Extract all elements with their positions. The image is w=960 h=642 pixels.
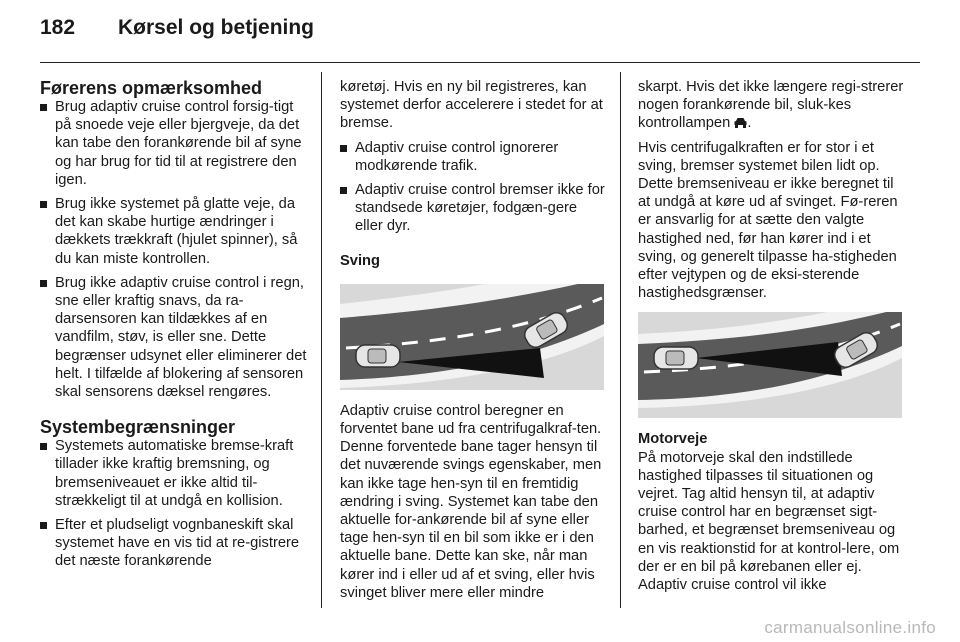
list-item: Brug adaptiv cruise control forsig-tigt på snoede veje eller bjergveje, da det kan tabe den forankørende bil af syne og har brug for tid til at registrere den igen. — [40, 98, 312, 189]
indicator-paragraph: skarpt. Hvis det ikke længere regi-strerer nogen forankørende bil, sluk-kes kontrollampen . — [638, 79, 904, 132]
bullet-list-ignore — [340, 139, 606, 236]
column-3 — [638, 78, 904, 600]
section-heading-driver-attention: Førerens opmærksomhed — [40, 78, 263, 98]
header-divider — [40, 62, 920, 63]
list-item: Brug ikke adaptiv cruise control i regn, sne eller kraftig snavs, da ra-darsensoren kan tildækkes af en vandfilm, støv, is eller sne. Dette begrænser udsynet eller eliminerer det helt. I tilfælde af blokering af sensoren skal sensorens dæksel rengøres. — [40, 274, 312, 401]
curve-illustration — [340, 284, 604, 390]
motorway-paragraph: På motorveje skal den indstillede hastighed tilpasses til situationen og vejret. Tag altid hensyn til, at adaptiv cruise control har en begrænset sigt-barhed, et begrænset bremseniveau og en vis reaktionstid for at kontrol-lere, om der er en bil på kørebanen eller ej. Adaptiv cruise control vil ikke — [638, 449, 900, 594]
bullet-list-attention — [40, 98, 312, 401]
list-item: Adaptiv cruise control bremser ikke for standsede køretøjer, fodgæn-gere eller dyr. — [340, 181, 606, 236]
list-item: Brug ikke systemet på glatte veje, da det kan skabe hurtige ændringer i dækkets trækkraft (hjulet spinner), så du kan miste kontrollen. — [40, 195, 312, 268]
subheading-motorways: Motorveje — [638, 431, 708, 448]
curve-paragraph: Adaptiv cruise control beregner en forventet bane ud fra centrifugalkraf-ten. Denne forventede bane tager hensyn til det nuværende svings egenskaber, men kan ikke tage hen-syn til en fremtidig ændring i sving. Systemet kan tabe den aktuelle for-ankørende bil af syne eller tage hen-syn til en bil som ikke er i den aktuelle bane. Dette kan ske, når man kører ind i eller ud af et sving, eller hvis svinget bliver mere eller mindre — [340, 402, 602, 601]
column-2 — [340, 78, 606, 608]
car-indicator-icon — [734, 115, 747, 126]
column-1 — [40, 78, 312, 577]
section-heading-system-limits: Systembegrænsninger — [40, 417, 236, 438]
page-header — [40, 16, 314, 50]
bullet-list-limits — [40, 437, 312, 570]
page-number: 182 — [40, 16, 76, 39]
list-item: Efter et pludseligt vognbaneskift skal systemet have en vis tid at re-gistrere det næste forankørende — [40, 516, 312, 571]
continued-paragraph: køretøj. Hvis en ny bil registreres, kan systemet derfor accelerere i stedet for at bremse. — [340, 79, 603, 132]
column-divider-1 — [321, 72, 322, 608]
column-divider-2 — [620, 72, 621, 608]
list-item: Adaptiv cruise control ignorerer modkørende trafik. — [340, 139, 606, 175]
centrifugal-paragraph: Hvis centrifugalkraften er for stor i et sving, bremser systemet bilen lidt op. Dette bremseniveau er ikke beregnet til at undgå at køre ud af svinget. Fø-reren er ansvarlig for at sætte den valgte hastighed ned, før han kører ind i et sving, og generelt tilpasse ha-stigheden efter vejtypen og de eksi-sterende hastighedsgrænser. — [638, 139, 898, 302]
chapter-title: Kørsel og betjening — [118, 16, 315, 39]
subheading-curves: Sving — [340, 252, 380, 269]
watermark: carmanualsonline.info — [764, 618, 936, 637]
list-item: Systemets automatiske bremse-kraft tillader ikke kraftig bremsning, og bremseniveauet er ikke altid til-strækkeligt til at undgå en kollision. — [40, 437, 312, 510]
motorway-illustration — [638, 312, 902, 418]
